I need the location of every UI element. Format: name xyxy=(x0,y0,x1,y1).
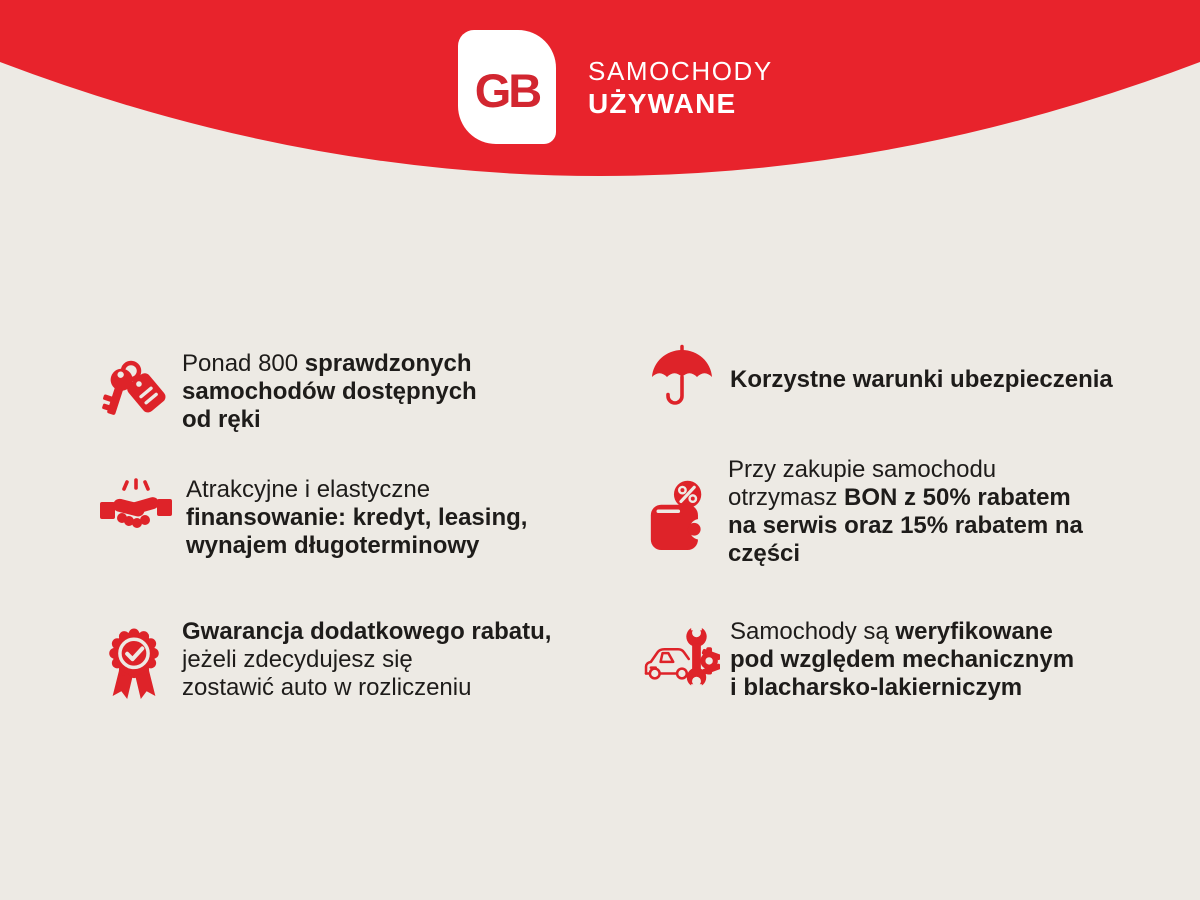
feature-text: Ponad 800 sprawdzonych samochodów dostępnych od ręki xyxy=(182,350,477,433)
feature-text: Gwarancja dodatkowego rabatu, jeżeli zdecydujesz się zostawić auto w rozliczeniu xyxy=(182,618,552,701)
feature-insurance xyxy=(648,344,1113,416)
umbrella-icon xyxy=(648,344,716,416)
feature-available-cars xyxy=(100,350,477,434)
car-keys-icon xyxy=(100,356,168,434)
feature-text: Atrakcyjne i elastyczne finansowanie: kredyt, leasing, wynajem długoterminowy xyxy=(186,476,528,559)
brand-line-uzywane: UŻYWANE xyxy=(588,88,737,119)
feature-service-voucher xyxy=(648,456,1083,568)
feature-text: Korzystne warunki ubezpieczenia xyxy=(730,366,1113,393)
brand-text xyxy=(588,56,773,120)
handshake-icon xyxy=(100,478,172,560)
award-badge-icon xyxy=(100,624,168,704)
gb-logo xyxy=(458,30,556,144)
feature-trade-in-discount xyxy=(100,618,551,704)
feature-financing xyxy=(100,476,527,560)
car-service-icon xyxy=(640,624,720,702)
header-band xyxy=(0,0,1200,180)
feature-verification xyxy=(640,618,1074,702)
wallet-discount-icon xyxy=(648,478,714,568)
brand-line-samochody: SAMOCHODY xyxy=(588,56,773,86)
feature-text: Przy zakupie samochodu otrzymasz BON z 50% rabatem na serwis oraz 15% rabatem na części xyxy=(728,456,1083,567)
gb-logo-text: GB xyxy=(474,63,540,117)
feature-text: Samochody są weryfikowane pod względem mechanicznym i blacharsko-lakierniczym xyxy=(730,618,1075,701)
